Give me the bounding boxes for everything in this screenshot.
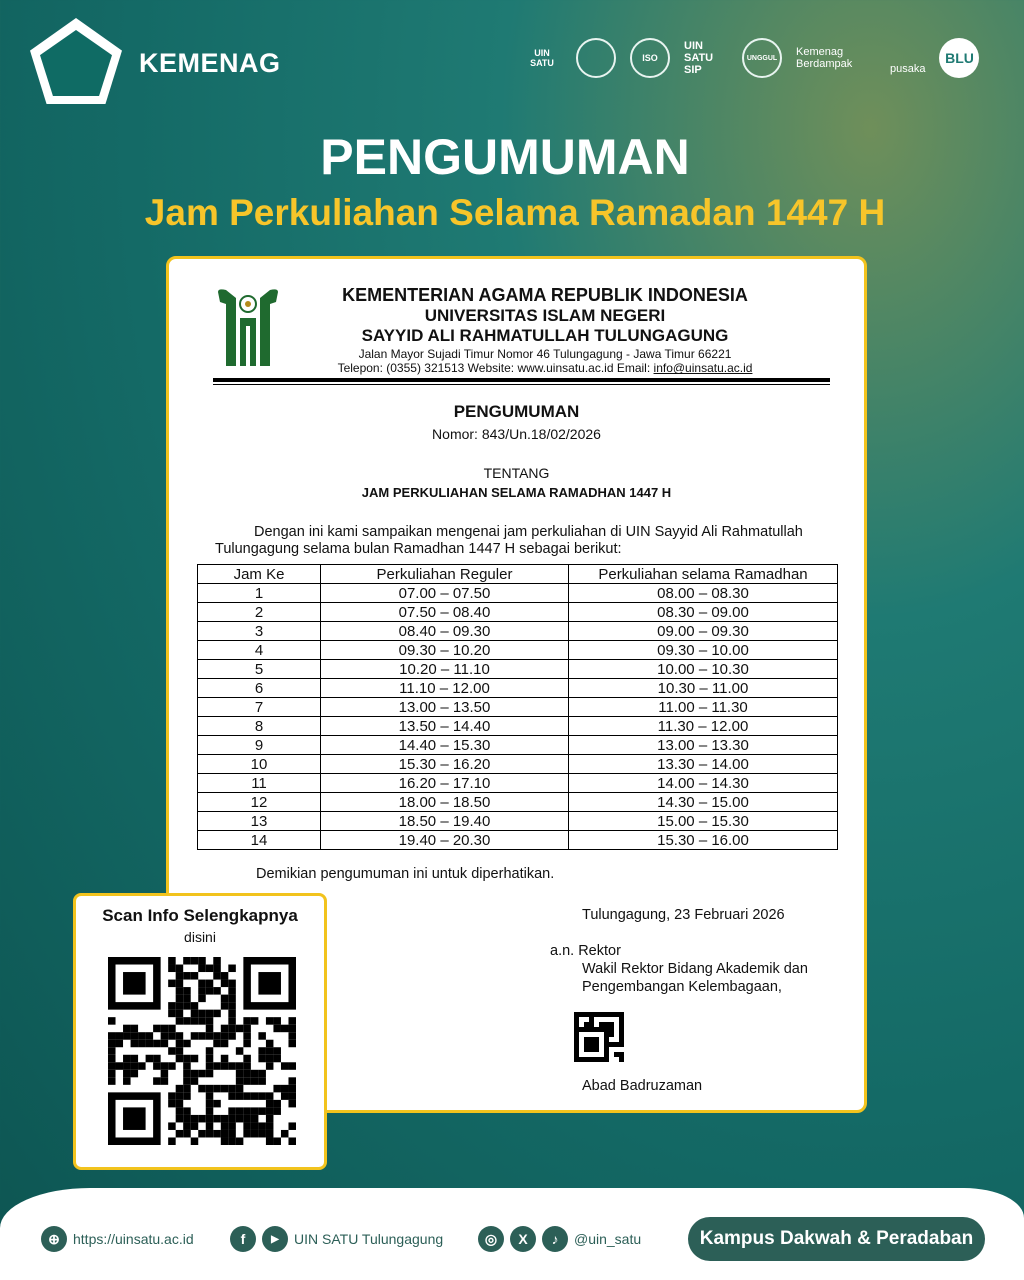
- table-row: [198, 774, 838, 793]
- contact-text: Telepon: (0355) 321513 Website: www.uinsatu.ac.id Email:: [337, 361, 654, 376]
- doc-heading: PENGUMUMAN: [453, 402, 580, 421]
- tiktok-icon[interactable]: ♪: [542, 1226, 568, 1252]
- table-cell: 9: [198, 736, 321, 755]
- doc-subject: JAM PERKULIAHAN SELAMA RAMADHAN 1447 H: [361, 485, 672, 500]
- table-cell: 14.40 – 15.30: [321, 736, 569, 755]
- iso-logo: ISO: [630, 38, 670, 78]
- table-cell: 10.20 – 11.10: [321, 660, 569, 679]
- qr-title: Scan Info Selengkapnya: [102, 906, 298, 925]
- letterhead-university-name: SAYYID ALI RAHMATULLAH TULUNGAGUNG: [361, 325, 729, 345]
- place-date: Tulungagung, 23 Februari 2026: [582, 907, 785, 923]
- x-icon[interactable]: X: [510, 1226, 536, 1252]
- col-header: Perkuliahan selama Ramadhan: [569, 565, 838, 584]
- table-row: [198, 698, 838, 717]
- signer-name: Abad Badruzaman: [582, 1078, 703, 1094]
- table-cell: 14.00 – 14.30: [569, 774, 838, 793]
- facebook-icon[interactable]: f: [230, 1226, 256, 1252]
- table-cell: 13.00 – 13.30: [569, 736, 838, 755]
- table-cell: 08.30 – 09.00: [569, 603, 838, 622]
- qr-subtitle: disini: [184, 929, 216, 945]
- globe-icon: ⊕: [41, 1226, 67, 1252]
- table-cell: 10.00 – 10.30: [569, 660, 838, 679]
- col-header: Perkuliahan Reguler: [321, 565, 569, 584]
- table-cell: 6: [198, 679, 321, 698]
- table-row: [198, 793, 838, 812]
- qr-code-icon[interactable]: [108, 957, 296, 1145]
- table-row: [198, 831, 838, 850]
- uinsatu-logo: UIN SATU: [530, 48, 554, 68]
- table-cell: 11.10 – 12.00: [321, 679, 569, 698]
- table-cell: 13.50 – 14.40: [321, 717, 569, 736]
- table-row: [198, 679, 838, 698]
- tagline-badge: Kampus Dakwah & Peradaban: [688, 1217, 985, 1261]
- on-behalf: a.n. Rektor: [550, 943, 621, 959]
- table-cell: 10.30 – 11.00: [569, 679, 838, 698]
- letterhead-contact: [205, 362, 885, 375]
- letterhead-address: Jalan Mayor Sujadi Timur Nomor 46 Tulungagung - Jawa Timur 66221: [358, 346, 732, 361]
- partner-logos: [522, 38, 979, 78]
- pusaka-logo: pusaka: [890, 62, 926, 75]
- table-cell: 09.30 – 10.00: [569, 641, 838, 660]
- youtube-icon[interactable]: ▶: [262, 1226, 288, 1252]
- table-cell: 07.00 – 07.50: [321, 584, 569, 603]
- instagram-icon[interactable]: ◎: [478, 1226, 504, 1252]
- email-link[interactable]: info@uinsatu.ac.id: [653, 361, 753, 376]
- letterhead-ministry: KEMENTERIAN AGAMA REPUBLIK INDONESIA: [342, 285, 748, 305]
- table-row: [198, 584, 838, 603]
- handle-text: @uin_satu: [574, 1231, 642, 1247]
- letterhead-university: UNIVERSITAS ISLAM NEGERI: [424, 305, 666, 325]
- unggul-logo: UNGGUL: [742, 38, 782, 78]
- social-handle: [478, 1226, 641, 1252]
- table-row: [198, 641, 838, 660]
- poster-title: PENGUMUMAN: [320, 129, 690, 185]
- table-cell: 5: [198, 660, 321, 679]
- table-row: [198, 755, 838, 774]
- table-row: [198, 660, 838, 679]
- table-cell: 08.00 – 08.30: [569, 584, 838, 603]
- table-cell: 11: [198, 774, 321, 793]
- table-row: [198, 603, 838, 622]
- position-line1: Wakil Rektor Bidang Akademik dan: [582, 961, 808, 977]
- partner-logo-circle: [576, 38, 616, 78]
- table-cell: 3: [198, 622, 321, 641]
- kemenag-berdampak-logo: Kemenag Berdampak: [796, 45, 853, 70]
- table-cell: 14.30 – 15.00: [569, 793, 838, 812]
- table-cell: 2: [198, 603, 321, 622]
- table-cell: 1: [198, 584, 321, 603]
- table-cell: 16.20 – 17.10: [321, 774, 569, 793]
- table-row: [198, 622, 838, 641]
- divider: [213, 378, 830, 382]
- doc-about: TENTANG: [483, 465, 550, 481]
- blu-logo: BLU: [939, 38, 979, 78]
- letterhead: [205, 286, 885, 375]
- table-cell: 10: [198, 755, 321, 774]
- schedule-table: [197, 564, 838, 850]
- table-cell: 7: [198, 698, 321, 717]
- intro-line2: Tulungagung selama bulan Ramadhan 1447 H sebagai berikut:: [215, 541, 622, 557]
- table-cell: 18.50 – 19.40: [321, 812, 569, 831]
- closing-text: Demikian pengumuman ini untuk diperhatikan.: [256, 866, 555, 882]
- table-cell: 11.30 – 12.00: [569, 717, 838, 736]
- poster-subtitle: Jam Perkuliahan Selama Ramadan 1447 H: [144, 192, 886, 233]
- table-row: [198, 736, 838, 755]
- table-row: [198, 812, 838, 831]
- table-cell: 8: [198, 717, 321, 736]
- channel-name: UIN SATU Tulungagung: [294, 1231, 444, 1247]
- table-cell: 08.40 – 09.30: [321, 622, 569, 641]
- table-cell: 13.30 – 14.00: [569, 755, 838, 774]
- table-cell: 11.00 – 11.30: [569, 698, 838, 717]
- table-cell: 12: [198, 793, 321, 812]
- uin-satu-sip-logo: UIN SATU SIP: [684, 39, 714, 77]
- position-line2: Pengembangan Kelembagaan,: [582, 979, 782, 995]
- table-cell: 15.30 – 16.00: [569, 831, 838, 850]
- divider: [213, 384, 830, 385]
- table-cell: 07.50 – 08.40: [321, 603, 569, 622]
- table-cell: 09.00 – 09.30: [569, 622, 838, 641]
- website-text[interactable]: https://uinsatu.ac.id: [73, 1231, 194, 1247]
- table-cell: 14: [198, 831, 321, 850]
- social-channel: [230, 1226, 443, 1252]
- table-row: [198, 717, 838, 736]
- doc-number: Nomor: 843/Un.18/02/2026: [432, 426, 601, 442]
- table-cell: 18.00 – 18.50: [321, 793, 569, 812]
- table-cell: 4: [198, 641, 321, 660]
- table-cell: 15.30 – 16.20: [321, 755, 569, 774]
- website-link[interactable]: [41, 1226, 194, 1252]
- table-cell: 13: [198, 812, 321, 831]
- table-header-row: [198, 565, 838, 584]
- table-cell: 09.30 – 10.20: [321, 641, 569, 660]
- intro-line1: Dengan ini kami sampaikan mengenai jam perkuliahan di UIN Sayyid Ali Rahmatullah: [254, 524, 803, 540]
- brand-name: KEMENAG: [139, 48, 281, 78]
- col-header: Jam Ke: [198, 565, 321, 584]
- table-cell: 15.00 – 15.30: [569, 812, 838, 831]
- table-cell: 13.00 – 13.50: [321, 698, 569, 717]
- signature-qr-icon: [573, 1012, 625, 1062]
- table-cell: 19.40 – 20.30: [321, 831, 569, 850]
